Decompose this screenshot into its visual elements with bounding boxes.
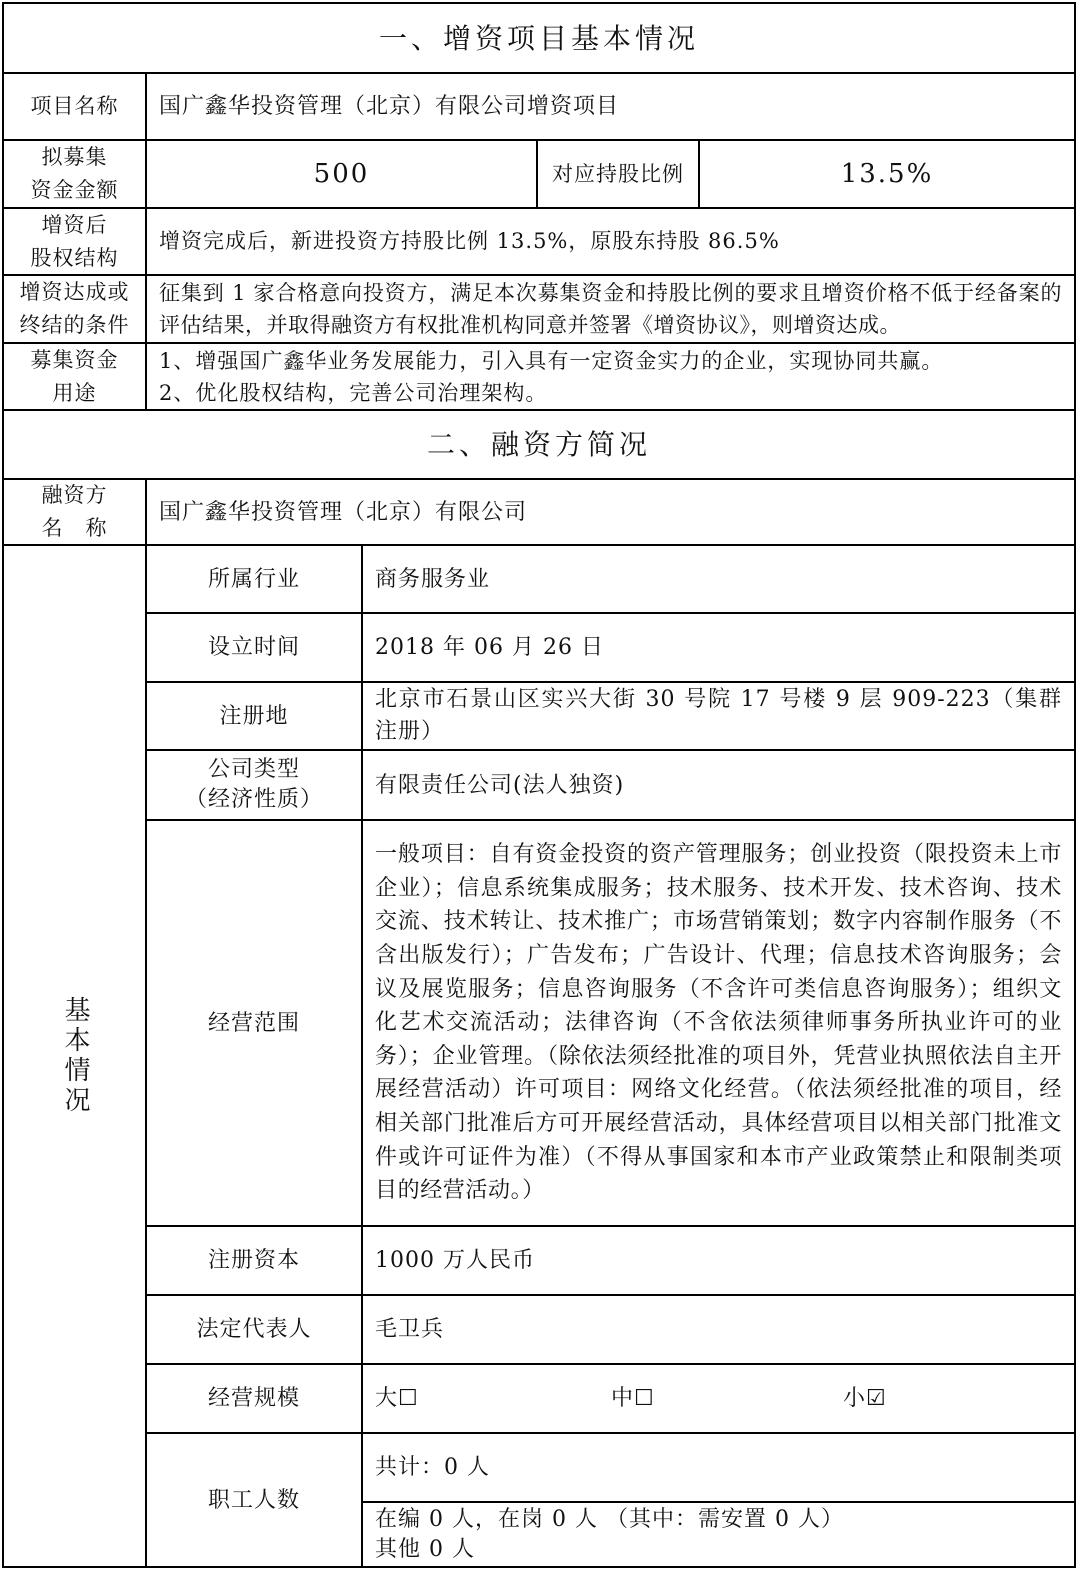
conditions-label	[4, 276, 145, 342]
established-value: 2018 年 06 月 26 日	[375, 635, 604, 660]
structure-label-line1: 增资后	[41, 212, 108, 237]
address-label: 注册地	[219, 703, 289, 729]
conditions-label-line2: 终结的条件	[19, 313, 130, 337]
raise-amount-label-line1: 拟募集	[41, 145, 108, 169]
structure-value: 增资完成后，新进投资方持股比例 13.5%，原股东持股 86.5%	[159, 229, 780, 253]
address-value: 北京市石景山区实兴大街 30 号院 17 号楼 9 层 909-223（集群注册）	[375, 687, 1062, 744]
share-ratio-value: 13.5%	[840, 158, 934, 189]
financier-label-line1: 融资方	[41, 483, 108, 507]
conditions-value: 征集到 1 家合格意向投资方，满足本次募集资金和持股比例的要求且增资价格不低于经备案的评估结果，并取得融资方有权批准机构同意并签署《增资协议》，则增资达成。	[159, 281, 1062, 337]
legal-rep-label: 法定代表人	[196, 1317, 312, 1342]
established-label: 设立时间	[207, 635, 300, 660]
usage-label-line1: 募集资金	[30, 347, 119, 372]
share-ratio-label: 对应持股比例	[552, 161, 684, 186]
company-type-value: 有限责任公司(法人独资)	[375, 772, 625, 798]
company-type-label	[147, 751, 361, 819]
financier-label-line2: 名 称	[41, 516, 108, 540]
staff-detail-line2: 其他 0 人	[375, 1536, 475, 1562]
staff-total: 共计：0 人	[375, 1455, 490, 1480]
raise-amount-value: 500	[313, 158, 370, 189]
scale-large-checkbox[interactable]: 大☐	[375, 1386, 419, 1411]
financier-value: 国广鑫华投资管理（北京）有限公司	[159, 499, 528, 525]
project-name-value: 国广鑫华投资管理（北京）有限公司增资项目	[159, 94, 620, 119]
section-title-2: 二、融资方简况	[426, 428, 651, 461]
financier-label	[4, 480, 145, 544]
usage-value-line2: 2、优化股权结构，完善公司治理架构。	[159, 380, 548, 405]
scale-small-checkbox[interactable]: 小☑	[843, 1386, 887, 1411]
project-name-label: 项目名称	[30, 94, 119, 118]
basic-info-label: 基本情况	[60, 996, 90, 1116]
scope-value: 一般项目：自有资金投资的资产管理服务；创业投资（限投资未上市企业）；信息系统集成服务；技术服务、技术开发、技术咨询、技术交流、技术转让、技术推广；市场营销策划；数字内容制作服务（不含出版发行）；广告发布；广告设计、代理；信息技术咨询服务；会议及展览服务；信息咨询服务（不含许可类信息咨询服务）；组织文化艺术交流活动；法律咨询（不含依法须律师事务所执业许可的业务）；企业管理。（除依法须经批准的项目外，凭营业执照依法自主开展经营活动）许可项目：网络文化经营。（依法须经批准的项目，经相关部门批准后方可开展经营活动，具体经营项目以相关部门批准文件或许可证件为准）（不得从事国家和本市产业政策禁止和限制类项目的经营活动。）	[375, 842, 1062, 1204]
staff-detail-line1: 在编 0 人，在岗 0 人 （其中：需安置 0 人）	[375, 1506, 844, 1532]
raise-amount-label-line2: 资金金额	[30, 178, 119, 202]
staff-detail	[363, 1503, 1074, 1566]
structure-label	[4, 209, 145, 274]
company-type-label-line1: 公司类型	[207, 757, 300, 782]
industry-value: 商务服务业	[375, 566, 491, 592]
usage-value-line1: 1、增强国广鑫华业务发展能力，引入具有一定资金实力的企业，实现协同共赢。	[159, 348, 944, 373]
document-table	[2, 2, 1076, 1568]
conditions-label-line1: 增资达成或	[19, 280, 130, 304]
staff-label: 职工人数	[207, 1487, 300, 1513]
legal-rep-value: 毛卫兵	[375, 1317, 445, 1342]
usage-label-line2: 用途	[52, 380, 97, 405]
scale-medium-checkbox[interactable]: 中☐	[611, 1386, 655, 1411]
industry-label: 所属行业	[207, 566, 300, 592]
usage-value	[147, 344, 1074, 409]
scale-label: 经营规模	[207, 1386, 300, 1411]
scale-options	[363, 1365, 1074, 1432]
section-title-1: 一、增资项目基本情况	[378, 21, 699, 55]
capital-value: 1000 万人民币	[375, 1248, 535, 1273]
usage-label	[4, 344, 145, 409]
capital-label: 注册资本	[207, 1248, 300, 1273]
raise-amount-label	[4, 141, 145, 207]
structure-label-line2: 股权结构	[30, 245, 119, 270]
company-type-label-line2: （经济性质）	[184, 787, 323, 812]
scope-label: 经营范围	[207, 1010, 300, 1036]
